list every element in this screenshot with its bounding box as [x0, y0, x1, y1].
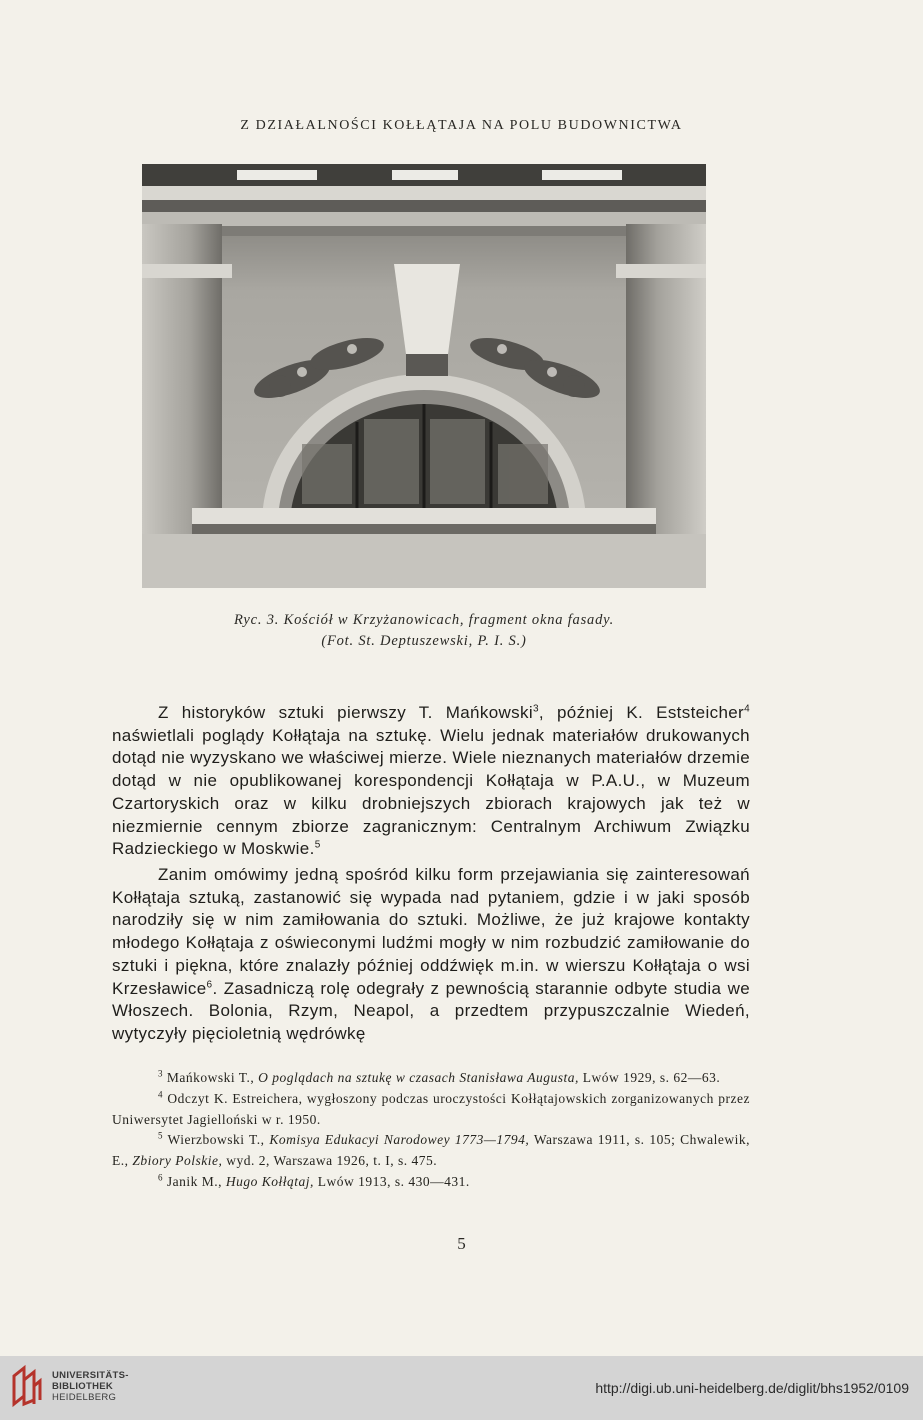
footnote-4-text: Odczyt K. Estreichera, wygłoszony podczas uroczystości Kołłątajowskich zorganizowanych przez Uniwersytet Jagielloński w r. 1950.	[112, 1090, 750, 1127]
footnote-6-number: 6	[158, 1172, 163, 1183]
footnote-4	[112, 1089, 750, 1131]
footnote-6-title: Hugo Kołłątaj,	[225, 1173, 314, 1189]
library-name-line-1: UNIVERSITÄTS-	[52, 1370, 129, 1381]
footnote-5	[112, 1130, 750, 1172]
footnote-4-number: 4	[158, 1089, 163, 1100]
running-head: Z DZIAŁALNOŚCI KOŁŁĄTAJA NA POLU BUDOWNICTWA	[240, 118, 683, 133]
library-footer	[0, 1356, 923, 1420]
library-name[interactable]	[52, 1370, 129, 1403]
p1-text-c: naświetlali poglądy Kołłątaja na sztukę. Wielu jednak materiałów drukowanych dotąd nie wyzyskano we właściwej mierze. Wiele nieznanych materiałów drzemie dotąd w nie opublikowanej korespondencji Kołłątaja w P.A.U., w Muzeum Czartoryskich oraz w kilku drobniejszych zbiorach krajowych jak też w niezmiernie cennym zbiorze zagranicznym: Centralnym Archiwum Związku Radzieckiego w Moskwie.	[112, 725, 750, 859]
paragraph-2	[112, 864, 750, 1046]
footnote-6-rest: Lwów 1913, s. 430—431.	[313, 1173, 470, 1189]
figure-caption: Ryc. 3. Kościół w Krzyżanowicach, fragment okna fasady.	[233, 612, 615, 628]
footnote-3	[112, 1068, 750, 1089]
footnote-6	[112, 1172, 750, 1193]
footnote-5-title-2: Zbiory Polskie,	[132, 1153, 223, 1169]
footnote-3-number: 3	[158, 1068, 163, 1079]
photo-credit: (Fot. St. Deptuszewski, P. I. S.)	[321, 633, 527, 649]
footnote-5-title-1: Komisya Edukacyi Narodowey 1773—1794,	[269, 1132, 530, 1148]
figure-photograph	[142, 164, 706, 588]
footnote-ref-4[interactable]: 4	[744, 703, 750, 715]
footnote-5-rest: wyd. 2, Warszawa 1926, t. I, s. 475.	[222, 1153, 438, 1169]
p1-text-b: , później K. Eststeicher	[538, 703, 745, 722]
library-logo-icon[interactable]	[10, 1364, 42, 1408]
footnote-5-middle: Warszawa 1911, s. 105; Chwalewik, E.,	[112, 1132, 750, 1169]
footnote-ref-5[interactable]: 5	[314, 839, 321, 851]
p2-text-b: . Zasadniczą rolę odegrały z pewnością starannie odbyte studia we Włoszech. Bolonia, Rzym, Neapol, a przedtem przypuszczalnie Wiedeń, wytyczyły pięcioletnią wędrówkę	[112, 978, 750, 1043]
footnote-3-rest: Lwów 1929, s. 62—63.	[578, 1070, 721, 1085]
footnote-ref-3[interactable]: 3	[532, 703, 539, 715]
footnote-5-number: 5	[158, 1130, 163, 1141]
page-number: 5	[457, 1234, 466, 1253]
footnote-3-title: O poglądach na sztukę w czasach Stanisława Augusta,	[258, 1070, 579, 1085]
paragraph-1	[112, 702, 750, 861]
digital-object-url[interactable]: http://digi.ub.uni-heidelberg.de/diglit/bhs1952/0109	[595, 1380, 909, 1396]
p1-text-a: Z historyków sztuki pierwszy T. Mańkowski	[158, 703, 533, 722]
footnote-ref-6[interactable]: 6	[206, 978, 213, 990]
footnote-6-author: Janik M.,	[163, 1173, 226, 1189]
library-name-line-2: BIBLIOTHEK	[52, 1381, 114, 1392]
footnote-5-author: Wierzbowski T.,	[163, 1132, 270, 1148]
library-name-line-3: HEIDELBERG	[52, 1392, 117, 1403]
p2-text-a: Zanim omówimy jedną spośród kilku form przejawiania się zainteresowań Kołłątaja sztuką, zastanowić się wypada nad pytaniem, gdzie i w jaki sposób narodziły się w nim zamiłowania do sztuki. Możliwe, że już krajowe kontakty młodego Kołłątaja z oświeconymi ludźmi mogły w nim rozbudzić zamiłowanie do sztuki i piękna, które znalazły później oddźwięk m.in. w wierszu Kołłątaja o wsi Krzesławice	[112, 865, 750, 998]
footnotes	[112, 1068, 750, 1193]
footnote-3-author: Mańkowski T.,	[163, 1070, 259, 1085]
arched-window-photo	[142, 164, 706, 588]
